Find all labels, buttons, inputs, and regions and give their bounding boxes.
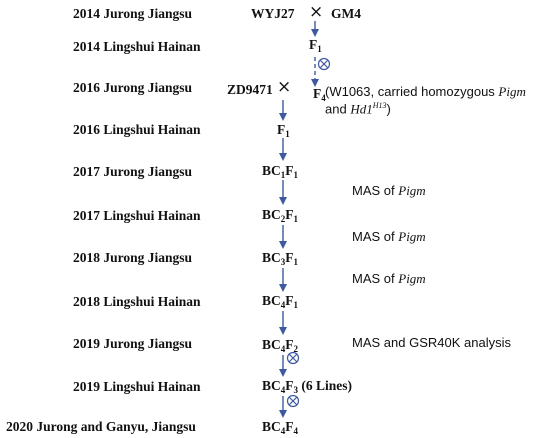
gen-bc4f2: $BC_4F_2$ xyxy=(262,337,299,354)
gen-f1: $F_1$ xyxy=(277,122,290,139)
row-label: 2018 Jurong Jiangsu xyxy=(73,250,193,265)
row-label: 2020 Jurong and Ganyu, Jiangsu xyxy=(6,419,196,434)
gen-bc2f1: $BC_2F_1$ xyxy=(262,207,299,224)
row-label: 2017 Jurong Jiangsu xyxy=(73,164,193,179)
f4-note-line2: and $Hd1^{H13}$) xyxy=(325,101,391,117)
cross-symbol: × xyxy=(277,77,292,97)
f4-note-line1: (W1063, carried homozygous Pigm xyxy=(325,84,526,99)
selfing-icon xyxy=(319,59,330,70)
parent-gm4: GM4 xyxy=(331,6,361,21)
gsr-note: MAS and GSR40K analysis xyxy=(352,335,511,350)
row-label: 2018 Lingshui Hainan xyxy=(73,294,201,309)
gen-bc4f3: $BC_4F_3$ (6 Lines) xyxy=(262,378,353,395)
gen-f1: $F_1$ xyxy=(309,37,322,54)
parent-wyj27: WYJ27 xyxy=(251,6,295,21)
gen-bc4f1: $BC_4F_1$ xyxy=(262,293,299,310)
row-label: 2019 Jurong Jiangsu xyxy=(73,336,193,351)
mas-note: MAS of Pigm xyxy=(352,271,426,286)
mas-note: MAS of Pigm xyxy=(352,229,426,244)
gen-bc1f1: $BC_1F_1$ xyxy=(262,163,299,180)
selfing-icon xyxy=(288,396,299,407)
mas-note: MAS of Pigm xyxy=(352,183,426,198)
row-label: 2016 Jurong Jiangsu xyxy=(73,80,193,95)
row-label: 2014 Lingshui Hainan xyxy=(73,39,201,54)
row-label: 2019 Lingshui Hainan xyxy=(73,379,201,394)
row-label: 2014 Jurong Jiangsu xyxy=(73,6,193,21)
gen-bc4f4: $BC_4F_4$ xyxy=(262,419,299,436)
gen-f4: $F_4$ xyxy=(313,86,326,103)
row-label: 2017 Lingshui Hainan xyxy=(73,208,201,223)
selfing-symbols xyxy=(288,59,330,407)
parent-zd9471: ZD9471 xyxy=(227,82,273,97)
cross-symbol: × xyxy=(309,2,324,22)
row-label: 2016 Lingshui Hainan xyxy=(73,122,201,137)
selfing-icon xyxy=(288,353,299,364)
gen-bc3f1: $BC_3F_1$ xyxy=(262,250,299,267)
